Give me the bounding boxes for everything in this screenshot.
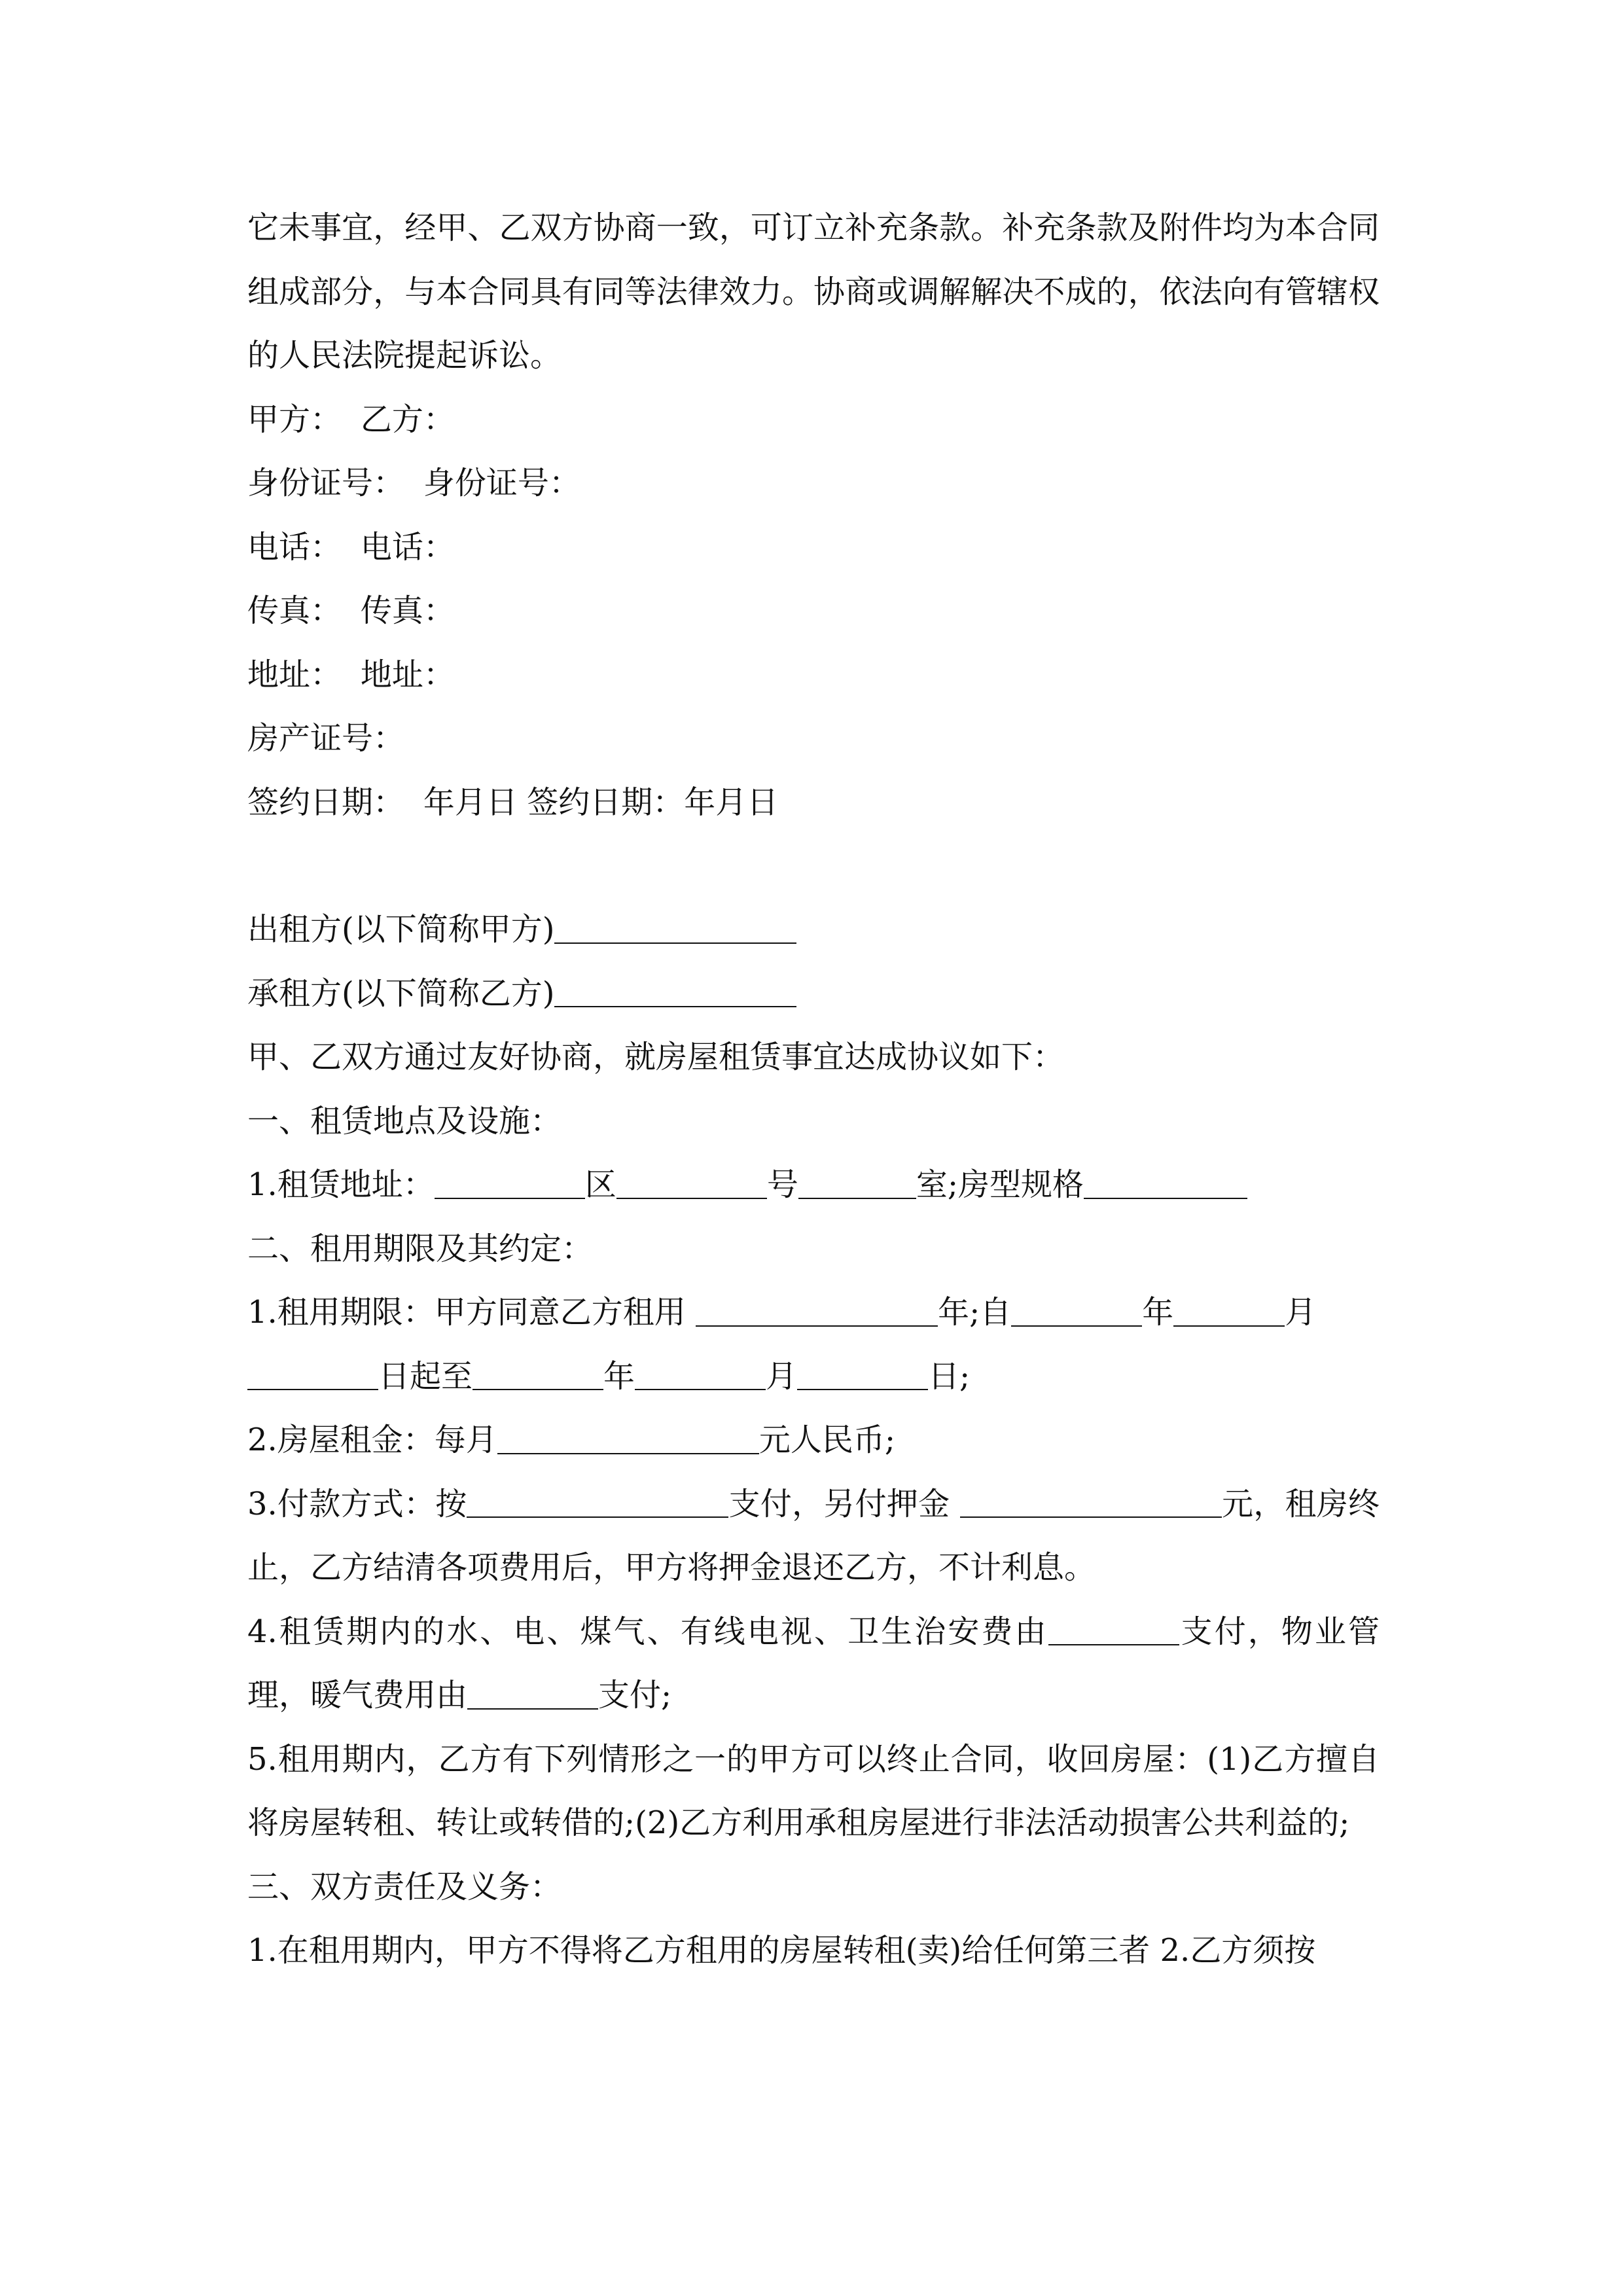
address-a-label: 地址： <box>247 656 342 693</box>
end-year-label: 年 <box>603 1357 635 1395</box>
start-day-blank[interactable] <box>247 1357 378 1390</box>
start-month-blank[interactable] <box>1173 1294 1285 1327</box>
deposit-blank[interactable] <box>960 1485 1222 1518</box>
signing-date-a-label: 签约日期： <box>247 783 405 821</box>
fax-b-label: 传真： <box>360 592 455 629</box>
agreement-intro: 甲、乙双方通过友好协商，就房屋租赁事宜达成协议如下： <box>247 1039 1065 1075</box>
rent-label: 2.房屋租金：每月 <box>247 1422 497 1458</box>
lessor-blank[interactable] <box>554 911 796 944</box>
heating-label: 支付，物业管理，暖气费用由 <box>247 1613 1380 1713</box>
party-a-label: 甲方： <box>247 401 342 438</box>
payment-clause <box>247 1473 1380 1600</box>
room-type-blank[interactable] <box>1084 1166 1247 1199</box>
termination-clause: 5.租用期内，乙方有下列情形之一的甲方可以终止合同，收回房屋：(1)乙方擅自将房屋转租、转让或转借的;(2)乙方利用承租房屋进行非法活动损害公共利益的; <box>247 1740 1380 1841</box>
party-line <box>247 388 1380 452</box>
lease-years-blank[interactable] <box>696 1294 938 1327</box>
address-b-label: 地址： <box>360 656 455 693</box>
heating-pay-label: 支付; <box>598 1677 672 1713</box>
lease-term-clause <box>247 1281 1380 1408</box>
heading-responsibilities: 三、双方责任及义务： <box>247 1868 562 1905</box>
fax-a-label: 传真： <box>247 592 342 629</box>
rent-clause <box>247 1408 1380 1473</box>
deposit-label: 支付，另付押金 <box>728 1485 950 1522</box>
lease-term-label: 1.租用期限：甲方同意乙方租用 <box>247 1294 686 1331</box>
document-body <box>247 196 1380 1983</box>
utilities-clause <box>247 1600 1380 1728</box>
start-day-until-label: 日起至 <box>378 1357 473 1395</box>
section-gap <box>247 834 1380 898</box>
end-month-label: 月 <box>766 1357 798 1395</box>
room-blank[interactable] <box>798 1166 916 1199</box>
phone-line <box>247 516 1380 580</box>
responsibility-clause: 1.在租用期内，甲方不得将乙方租用的房屋转租(卖)给任何第三者 2.乙方须按 <box>247 1932 1316 1969</box>
start-month-label: 月 <box>1285 1294 1317 1331</box>
lessor-label: 出租方(以下简称甲方) <box>247 911 555 948</box>
id-a-label: 身份证号： <box>247 465 405 501</box>
lessor-line <box>247 898 1380 962</box>
number-blank[interactable] <box>616 1166 767 1199</box>
phone-a-label: 电话： <box>247 528 342 565</box>
district-blank[interactable] <box>435 1166 585 1199</box>
heading-lease-term: 二、租用期限及其约定： <box>247 1230 594 1267</box>
signing-date-b-label: 签约日期： <box>527 783 685 821</box>
supplementary-terms-paragraph: 它未事宜，经甲、乙双方协商一致，可订立补充条款。补充条款及附件均为本合同组成部分，与本合同具有同等法律效力。协商或调解解决不成的，依法向有管辖权的人民法院提起诉讼。 <box>247 209 1380 374</box>
payment-method-label: 3.付款方式：按 <box>247 1485 467 1522</box>
lessee-label: 承租方(以下简称乙方) <box>247 975 555 1012</box>
heading-lease-location: 一、租赁地点及设施： <box>247 1102 562 1139</box>
party-b-label: 乙方： <box>360 401 455 438</box>
address-line <box>247 643 1380 708</box>
signing-date-a-value: 年月日 <box>423 783 518 821</box>
end-month-blank[interactable] <box>635 1357 766 1390</box>
phone-b-label: 电话： <box>360 528 455 565</box>
lease-address-line <box>247 1153 1380 1217</box>
utilities-label: 4.租赁期内的水、电、煤气、有线电视、卫生治安费由 <box>247 1613 1048 1650</box>
payment-method-blank[interactable] <box>467 1485 728 1518</box>
rent-unit-label: 元人民币; <box>758 1422 895 1458</box>
end-day-blank[interactable] <box>797 1357 928 1390</box>
end-year-blank[interactable] <box>473 1357 603 1390</box>
deposit-return-text: 元，租房终止，乙方结清各项费用后，甲方将押金退还乙方，不计利息。 <box>247 1485 1380 1586</box>
room-label: 室;房型规格 <box>916 1166 1084 1203</box>
id-b-label: 身份证号： <box>423 465 580 501</box>
property-cert-line: 房产证号： <box>247 720 405 757</box>
signing-date-b-value: 年月日 <box>684 783 779 821</box>
signing-date-line <box>247 771 1380 835</box>
start-year-label: 年 <box>1142 1294 1174 1331</box>
years-from-label: 年;自 <box>938 1294 1012 1331</box>
heating-payer-blank[interactable] <box>467 1677 598 1710</box>
lessee-blank[interactable] <box>554 975 796 1007</box>
end-day-label: 日; <box>928 1357 971 1395</box>
utilities-payer-blank[interactable] <box>1048 1613 1179 1645</box>
id-line <box>247 452 1380 516</box>
start-year-blank[interactable] <box>1011 1294 1142 1327</box>
lease-address-label: 1.租赁地址： <box>247 1166 435 1203</box>
monthly-rent-blank[interactable] <box>497 1422 759 1454</box>
district-label: 区 <box>584 1166 616 1203</box>
number-label: 号 <box>766 1166 798 1203</box>
lessee-line <box>247 962 1380 1026</box>
fax-line <box>247 579 1380 643</box>
